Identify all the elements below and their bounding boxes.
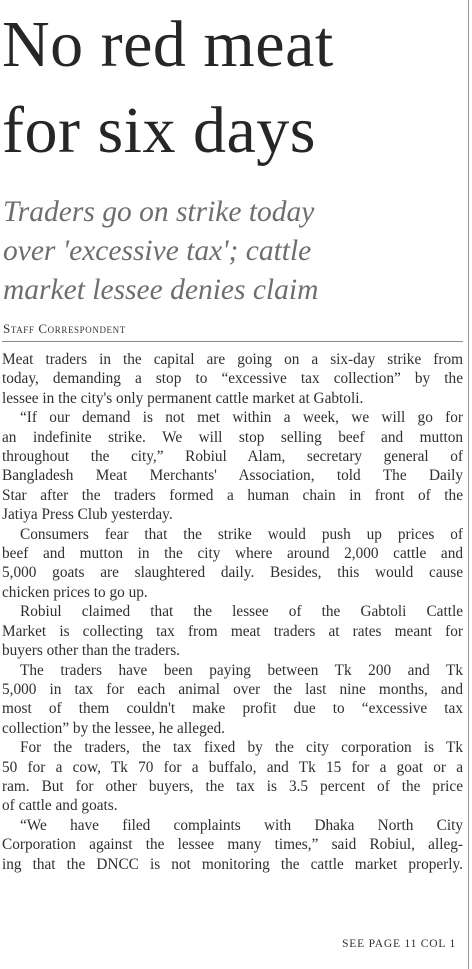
- body-line: The traders have been paying between Tk 200 and Tk: [20, 661, 463, 679]
- body-line: ram. But for other buyers, the tax is 3.5 percent of the price: [2, 777, 463, 795]
- headline-line: No red meat: [2, 8, 334, 81]
- paragraph: [2, 602, 463, 660]
- paragraph: [2, 525, 463, 603]
- body-line: 5,000 goats are slaughtered daily. Besides, this would cause: [2, 564, 463, 582]
- body-line: throughout the city,” Robiul Alam, secretary general of: [2, 448, 463, 466]
- body-line: “We have filed complaints with Dhaka North City: [20, 816, 463, 834]
- continued-on-page-note: SEE PAGE 11 COL 1: [342, 938, 456, 950]
- body-line: ing that the DNCC is not monitoring the cattle market properly.: [2, 855, 463, 873]
- body-line: an indefinite strike. We will stop selling beef and mutton: [2, 428, 463, 446]
- body-line: Market is collecting tax from meat traders at rates meant for: [2, 622, 463, 640]
- article-body: [2, 350, 463, 874]
- paragraph: [2, 408, 463, 524]
- body-line: buyers other than the traders.: [2, 642, 180, 660]
- body-line: Robiul claimed that the lessee of the Gabtoli Cattle: [20, 603, 463, 621]
- column-divider: [468, 0, 469, 969]
- body-line: Jatiya Press Club yesterday.: [2, 506, 173, 524]
- body-line: most of them couldn't make profit due to “excessive tax: [2, 700, 463, 718]
- body-line: chicken prices to go up.: [2, 583, 148, 601]
- body-line: beef and mutton in the city where around 2,000 cattle and: [2, 545, 463, 563]
- paragraph: [2, 661, 463, 739]
- paragraph: [2, 350, 463, 408]
- paragraph: [2, 738, 463, 816]
- body-line: 50 for a cow, Tk 70 for a buffalo, and Tk 15 for a goat or a: [2, 758, 463, 776]
- body-line: Meat traders in the capital are going on a six-day strike from: [2, 351, 463, 368]
- headline-line: for six days: [2, 94, 316, 167]
- body-line: Star after the traders formed a human chain in front of the: [2, 486, 463, 504]
- body-line: 5,000 in tax for each animal over the last nine months, and: [2, 680, 463, 698]
- subheadline: [3, 193, 465, 310]
- body-line: For the traders, the tax fixed by the city corporation is Tk: [20, 739, 463, 757]
- paragraph: [2, 816, 463, 874]
- body-line: today, demanding a stop to “excessive tax collection” by the: [2, 370, 463, 388]
- body-line: Consumers fear that the strike would push up prices of: [20, 525, 463, 543]
- body-line: “If our demand is not met within a week, we will go for: [20, 409, 463, 427]
- subheadline-line: market lessee denies claim: [3, 274, 319, 306]
- body-line: lessee in the city's only permanent cattle market at Gabtoli.: [2, 389, 364, 407]
- body-line: Bangladesh Meat Merchants' Association, told The Daily: [2, 467, 463, 485]
- byline: Staff Correspondent: [3, 321, 126, 336]
- byline-divider: [2, 341, 463, 342]
- subheadline-line: over 'excessive tax'; cattle: [3, 235, 312, 267]
- body-line: Corporation against the lessee many times,” said Robiul, alleg-: [2, 836, 463, 854]
- subheadline-line: Traders go on strike today: [3, 196, 315, 228]
- body-line: of cattle and goats.: [2, 797, 118, 815]
- body-line: collection” by the lessee, he alleged.: [2, 719, 225, 737]
- headline: [2, 2, 464, 174]
